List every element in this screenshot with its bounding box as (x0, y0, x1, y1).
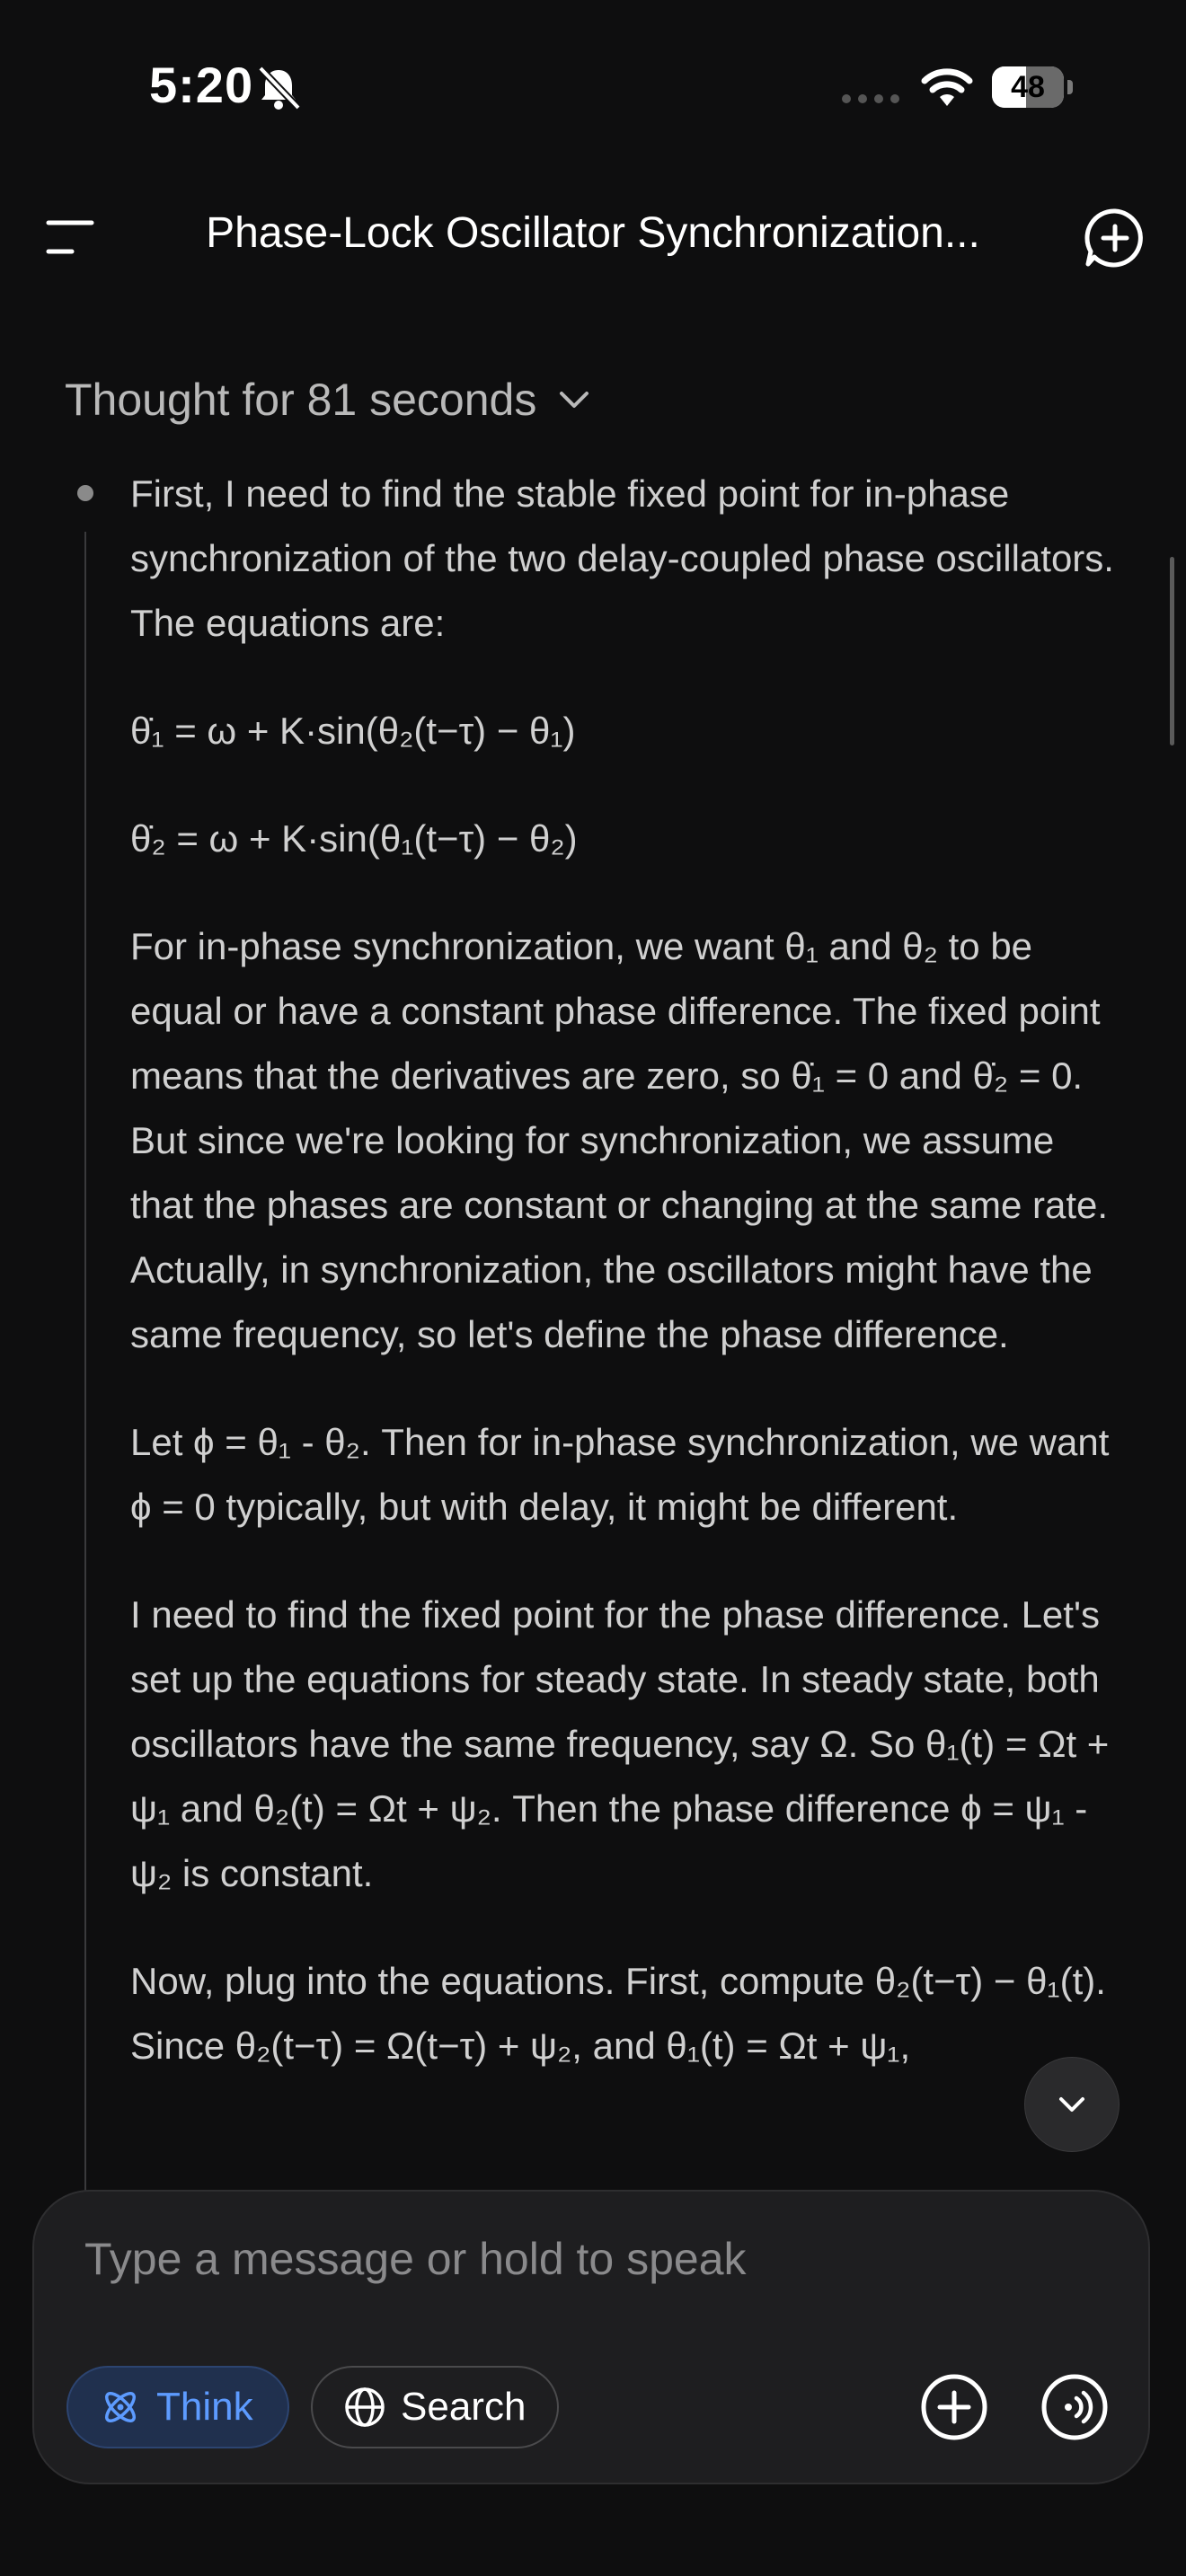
search-label: Search (401, 2385, 527, 2429)
battery-level: 48 (1011, 70, 1045, 104)
voice-icon[interactable] (1039, 2371, 1111, 2443)
thought-toggle[interactable] (65, 374, 592, 426)
think-toggle[interactable] (66, 2366, 289, 2448)
menu-icon[interactable] (45, 219, 95, 255)
globe-icon (343, 2386, 386, 2429)
battery-icon (992, 66, 1073, 108)
scrollbar[interactable] (1170, 557, 1174, 745)
chevron-down-icon (556, 382, 592, 418)
status-time: 5:20 (149, 57, 254, 113)
arrow-down-icon (1054, 2086, 1090, 2122)
scroll-down-button[interactable] (1024, 2057, 1120, 2152)
page-title: Phase-Lock Oscillator Synchronization... (206, 209, 980, 257)
new-chat-icon[interactable] (1084, 207, 1146, 269)
reasoning-content (130, 462, 1119, 2122)
signal-icon (841, 93, 904, 104)
search-toggle[interactable] (311, 2366, 559, 2448)
message-composer (32, 2190, 1150, 2484)
paragraph: First, I need to find the stable fixed point for in-phase synchronization of the two delay-coupled phase oscillators. The equations are: (130, 472, 1114, 644)
wifi-icon (920, 65, 974, 110)
paragraph: I need to find the fixed point for the phase difference. Let's set up the equations for steady state. In steady state, both oscillators have the same frequency, say Ω. So θ₁(t) = Ωt + ψ₁ and θ₂(t) = Ωt + ψ₂. Then the phase difference ϕ = ψ₁ - ψ₂ is constant. (130, 1593, 1110, 1894)
paragraph: For in-phase synchronization, we want θ₁ and θ₂ to be equal or have a constant phase difference. The fixed point means that the derivatives are zero, so θ̇₁ = 0 and θ̇₂ = 0. But since we're looking for synchronization, we assume that the phases are constant or changing at the same rate. Actually, in synchronization, the oscillators might have the same frequency, so let's define the phase difference. (130, 925, 1109, 1355)
paragraph: Now, plug into the equations. First, compute θ₂(t−τ) − θ₁(t). Since θ₂(t−τ) = Ω(t−τ) + ψ₂, and θ₁(t) = Ωt + ψ₁, (130, 1960, 1106, 2067)
bullet-point (77, 485, 93, 501)
think-label: Think (156, 2385, 253, 2429)
thread-line (84, 532, 86, 2193)
paragraph: Let ϕ = θ₁ - θ₂. Then for in-phase synchronization, we want ϕ = 0 typically, but with delay, it might be different. (130, 1421, 1110, 1528)
bell-slash-icon (253, 63, 304, 113)
equation: θ̇₂ = ω + K·sin(θ₁(t−τ) − θ₂) (130, 817, 578, 860)
atom-icon (99, 2386, 142, 2429)
equation: θ̇₁ = ω + K·sin(θ₂(t−τ) − θ₁) (130, 710, 576, 752)
thought-label: Thought for 81 seconds (65, 375, 537, 425)
status-bar (0, 0, 1186, 180)
message-input[interactable]: Type a message or hold to speak (84, 2234, 747, 2284)
plus-icon[interactable] (918, 2371, 990, 2443)
